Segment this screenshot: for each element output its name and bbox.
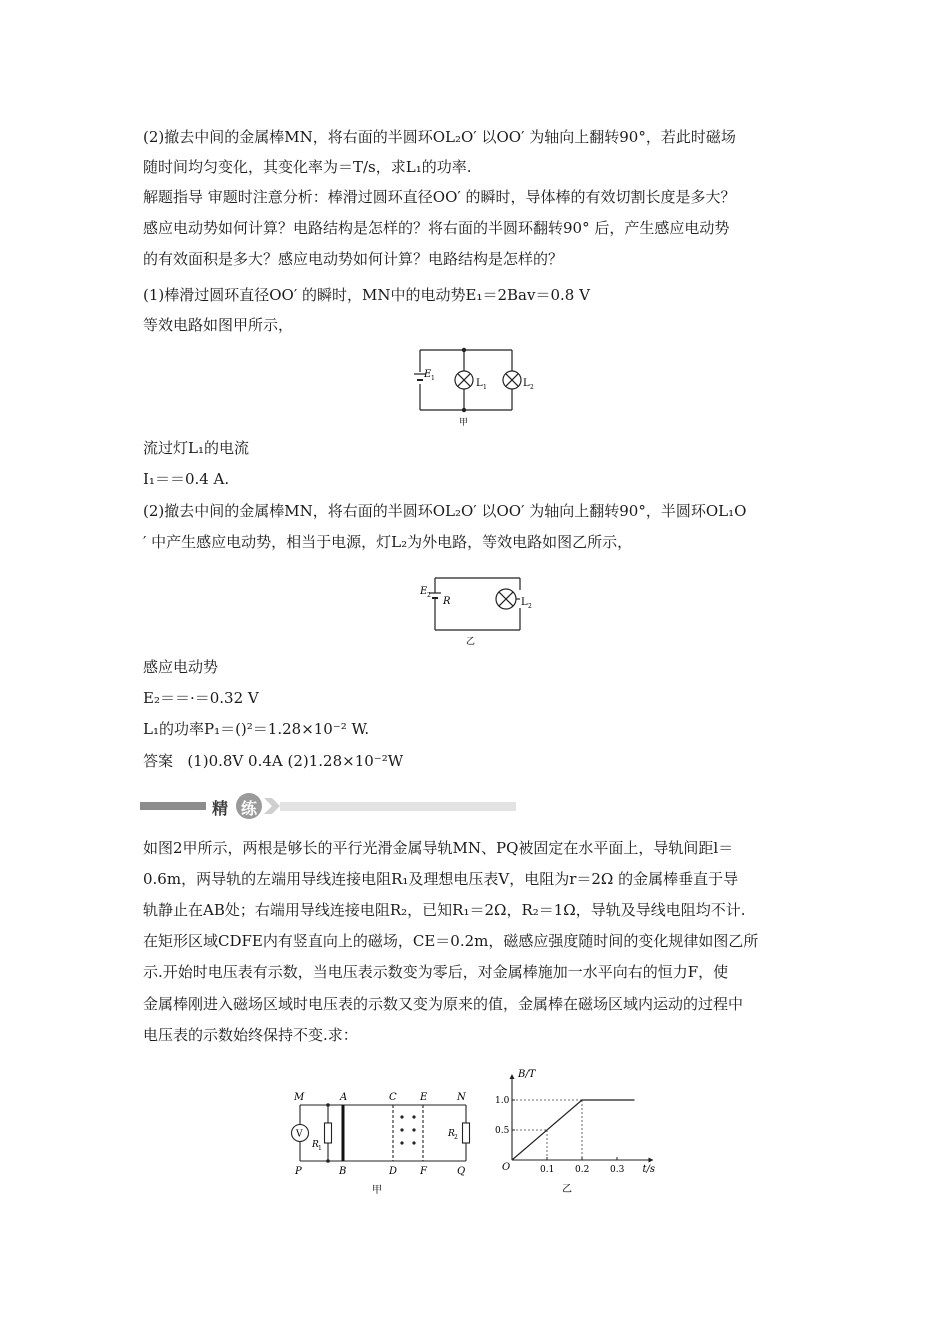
- banner-title-char2: 练: [241, 799, 258, 818]
- answer-line: [143, 751, 403, 771]
- solution2-line4: E₂＝＝·＝0.32 V: [143, 689, 259, 707]
- resistor-r2-sub: 2: [454, 1134, 458, 1141]
- resistor-r2-icon: [463, 1123, 470, 1143]
- exercise-line4: 在矩形区域CDFE内有竖直向上的磁场，CE＝0.2m，磁感应强度随时间的变化规律如图乙所: [143, 932, 759, 950]
- exercise-line7: 电压表的示数始终保持不变.求：: [143, 1026, 358, 1044]
- emf-e1-sub: 1: [431, 375, 435, 382]
- solution1-line4: I₁＝＝0.4 A.: [143, 470, 230, 488]
- voltmeter-label: V: [296, 1129, 303, 1140]
- x-tick-label-1: 0.2: [575, 1165, 590, 1175]
- banner-title-char1: 精: [212, 799, 229, 818]
- b-t-chart: [495, 1069, 675, 1200]
- question-part2-line1: (2)撤去中间的金属棒MN，将右面的半圆环OL₂O′ 以OO′ 为轴向上翻转90°，若此时磁场: [143, 128, 736, 146]
- origin-label: O: [502, 1162, 511, 1173]
- lamp-l1-label: L: [476, 378, 483, 389]
- magnetic-field-dots: [400, 1115, 415, 1144]
- solution2-line1: (2)撤去中间的金属棒MN，将右面的半圆环OL₂O′ 以OO′ 为轴向上翻转90°，半圆环OL₁O: [143, 502, 747, 520]
- solution1-line2: 等效电路如图甲所示，: [143, 316, 294, 334]
- lamp-l2-sub: 2: [530, 384, 534, 391]
- lamp-l2-label: L: [523, 378, 530, 389]
- answer-text: (1)0.8V 0.4A (2)1.28×10⁻²W: [187, 752, 404, 770]
- banner-bar-light: [410, 802, 516, 811]
- lamp-l1-sub: 1: [483, 384, 487, 391]
- exercise-line5: 示.开始时电压表有示数，当电压表示数变为零后，对金属棒施加一水平向右的恒力F，使: [143, 963, 729, 981]
- lamp-l2-sub: 2: [528, 603, 532, 610]
- exercise-line6: 金属棒刚进入磁场区域时电压表的示数又变为原来的值，金属棒在磁场区域内运动的过程中: [143, 995, 744, 1013]
- emf-e2-label: E: [420, 586, 428, 597]
- solution2-line5: L₁的功率P₁＝()²＝1.28×10⁻² W.: [143, 720, 370, 738]
- label-A: A: [340, 1092, 348, 1103]
- y-axis-label: B/T: [518, 1069, 536, 1080]
- section-banner: [140, 796, 516, 816]
- solution1-line3: 流过灯L₁的电流: [143, 439, 249, 457]
- resistor-r1-icon: [325, 1123, 332, 1143]
- y-tick-label-0: 0.5: [495, 1126, 510, 1136]
- guide-line1: 解题指导 审题时注意分析：棒滑过圆环直径OO′ 的瞬时，导体棒的有效切割长度是多大？: [143, 188, 736, 206]
- x-axis-arrow-icon: [649, 1158, 654, 1163]
- exercise-line2: 0.6m，两导轨的左端用导线连接电阻R₁及理想电压表V，电阻为r＝2Ω 的金属棒垂直于导: [143, 870, 739, 888]
- label-N: N: [457, 1092, 466, 1103]
- series-b-line: [512, 1100, 635, 1160]
- solution1-line1: (1)棒滑过圆环直径OO′ 的瞬时，MN中的电动势E₁＝2Bav＝0.8 V: [143, 286, 590, 304]
- label-P: P: [295, 1166, 302, 1177]
- y-axis-arrow-icon: [510, 1074, 515, 1079]
- label-E: E: [420, 1092, 428, 1103]
- question-part2-line2: 随时间均匀变化，其变化率为＝T/s，求L₁的功率.: [143, 158, 472, 176]
- circuit-diagram-a: [410, 344, 536, 428]
- exercise-line1: 如图2甲所示，两根是够长的平行光滑金属导轨MN、PQ被固定在水平面上，导轨间距l＝: [143, 839, 734, 857]
- emf-e1-label: E: [424, 369, 432, 380]
- lamp-l2-label: L: [521, 597, 528, 608]
- label-M: M: [294, 1092, 305, 1103]
- guide-line2: 感应电动势如何计算？电路结构是怎样的？将右面的半圆环翻转90° 后，产生感应电动势: [143, 219, 730, 237]
- label-C: C: [389, 1092, 397, 1103]
- resistor-r1-label: R: [312, 1140, 319, 1150]
- solution2-line2: ′ 中产生感应电动势，相当于电源，灯L₂为外电路，等效电路如图乙所示，: [143, 533, 633, 551]
- circuit-b-caption: 乙: [466, 637, 476, 647]
- resistor-r2-label: R: [448, 1129, 455, 1139]
- rails-figure-caption: 甲: [372, 1185, 382, 1196]
- x-tick-label-0: 0.1: [540, 1165, 555, 1175]
- banner-bar-dark: [140, 802, 206, 810]
- emf-e2-sub: 2: [427, 592, 431, 599]
- x-axis-label: t/s: [642, 1164, 656, 1175]
- label-Q: Q: [457, 1166, 466, 1177]
- exercise-line3: 轨静止在AB处；右端用导线连接电阻R₂，已知R₁＝2Ω，R₂＝1Ω，导轨及导线电阻均不计.: [143, 901, 746, 919]
- resistor-r1-sub: 1: [318, 1145, 322, 1152]
- resistor-r-label: R: [443, 596, 451, 607]
- circuit-a-caption: 甲: [459, 418, 469, 428]
- label-B: B: [339, 1166, 347, 1177]
- answer-label: 答案: [143, 752, 174, 770]
- chart-caption: 乙: [562, 1184, 572, 1195]
- chart-ticks: [495, 1096, 625, 1175]
- label-D: D: [389, 1166, 398, 1177]
- solution2-line3: 感应电动势: [143, 658, 219, 676]
- guide-line3: 的有效面积是多大？感应电动势如何计算？电路结构是怎样的？: [143, 250, 564, 268]
- y-tick-label-1: 1.0: [495, 1096, 510, 1106]
- x-tick-label-2: 0.3: [610, 1165, 625, 1175]
- label-F: F: [420, 1166, 427, 1177]
- circuit-diagram-b: [417, 572, 543, 648]
- banner-arrow-icon: [264, 796, 414, 816]
- rails-figure: [288, 1085, 478, 1197]
